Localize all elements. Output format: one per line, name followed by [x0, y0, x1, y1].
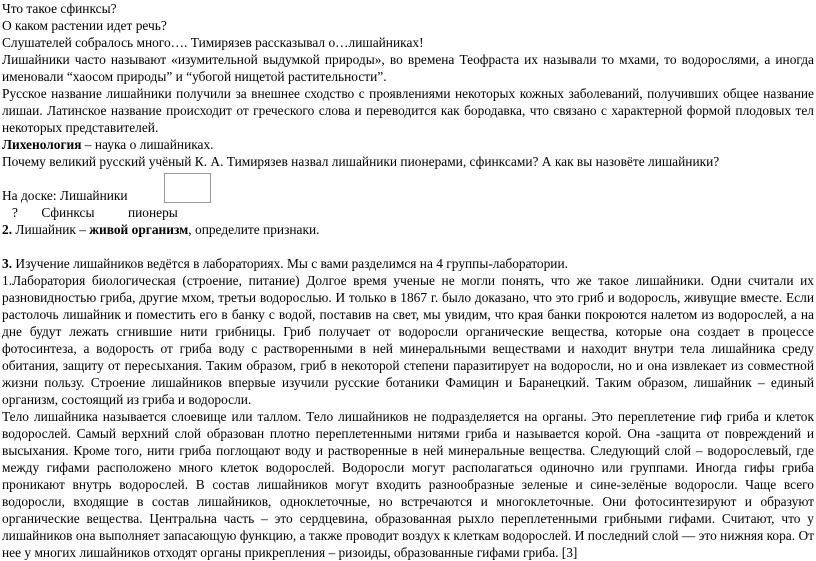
task-2-text-a: Лишайник – — [12, 222, 90, 237]
spacer-2 — [2, 238, 814, 255]
question-sphinx: Что такое сфинксы? — [2, 1, 117, 16]
board-row — [2, 187, 814, 204]
spacer — [2, 170, 814, 187]
paragraph-nickname: Лишайники часто называют «изумительной выдумкой природы», во времена Теофраста их называли то мхами, то водорослями, а иногда именовали “хаосом природы” и “убогой нищетой растительности”. — [2, 52, 814, 84]
document-page — [2, 0, 814, 561]
lichenology-definition — [2, 136, 814, 153]
lichenology-term: Лихенология — [2, 137, 82, 152]
task-3-text: Изучение лишайников ведётся в лабораториях. Мы с вами разделимся на 4 группы-лаборатории. — [12, 256, 568, 271]
board-words: ? Сфинксы пионеры — [2, 205, 178, 220]
task-2-text-b: , определите признаки. — [188, 222, 320, 237]
lab-1-paragraph: 1.Лаборатория биологическая (строение, питание) Долгое время ученые не могли понять, что же такое лишайники. Одни считали их разновидностью гриба, другие мхом, третьи водорослью. И только в 1867 г. было доказано, что это гриб и водоросль, живущие вместе. Если растолочь лишайник и поместить его в банку с водой, поставив на свет, мы увидим, что края банки покроются налетом из водорослей, а на дне будут лежать сгнившие нити грибницы. Гриб получает от водоросли органические вещества, которые она создает в процессе фотосинтеза, а водорость от гриба воду с растворенными в ней минеральными веществами и находит внутри тела лишайника среду обитания, защиту от пересыхания. Таким образом, гриб в некоторой степени паразитирует на водоросли, но и она извлекает из совместной жизни пользу. Строение лишайников впервые изучили русские ботаники Фамицин и Баранецкий. Таким образом, лишайник – единый организм, состоящий из гриба и водоросли. — [2, 273, 814, 407]
lichenology-rest: – наука о лишайниках. — [81, 137, 214, 152]
task-2 — [2, 221, 814, 238]
thallus-paragraph: Тело лишайника называется слоевище или таллом. Тело лишайников не подразделяется на органы. Это переплетение гиф гриба и клеток водорослей. Самый верхний слой образован плотно переплетенными нитями гриба и называется корой. Она -защита от повреждений и высыхания. Кроме того, нити гриба поглощают воду и растворенные в ней минеральные вещества. Следующий слой – водорослевый, где между гифами расположено много клеток водорослей. Водоросли могут располагаться одиночно или группами. Иногда гифы гриба проникают внутрь водорослей. В состав лишайников могут входить разнообразные зеленые и сине-зелёные водоросли. Чаще всего водоросли, входящие в состав лишайников, одноклеточные, но встречаются и многоклеточные. Они фотосинтезируют и образуют органические вещества. Центральна часть – это сердцевина, образованная рыхло переплетенными грибными гифами. Считают, что у лишайников она выполняет запасающую функцию, а также проводит воздух к клеткам водорослей. И последний слой — это нижняя кора. От нее у многих лишайников отходят органы прикрепления – ризоиды, образованные гифами гриба. [3] — [2, 409, 814, 560]
board-answer-box — [164, 173, 211, 203]
task-2-bold: живой организм — [89, 222, 189, 237]
paragraph-name-origin: Русское название лишайники получили за внешнее сходство с проявлениями некоторых кожных заболеваний, получивших общее название лишаи. Латинское название происходит от греческого слова и переводится как бородавка, что связано с характерной формой плодовых тел некоторых представителей. — [2, 86, 814, 135]
pioneers-question: Почему великий русский учёный К. А. Тимирязев назвал лишайники пионерами, сфинксами? А как вы назовёте лишайники? — [2, 154, 720, 169]
task-2-number: 2. — [2, 222, 13, 237]
task-3-number: 3. — [2, 256, 13, 271]
question-plant: О каком растении идет речь? — [2, 18, 167, 33]
board-label: На доске: Лишайники — [2, 188, 128, 203]
timiryazev-line: Слушателей собралось много…. Тимирязев рассказывал о…лишайниках! — [2, 35, 424, 50]
task-3 — [2, 255, 814, 272]
